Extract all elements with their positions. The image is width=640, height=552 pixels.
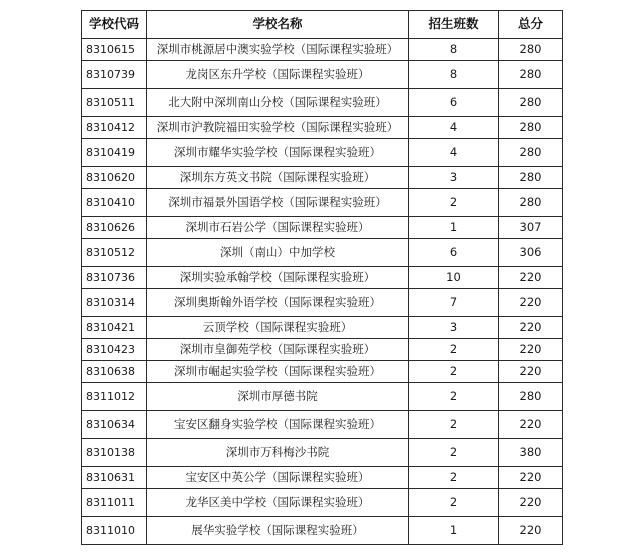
cell-total-score: 220 <box>499 289 563 317</box>
cell-total-score: 220 <box>499 317 563 339</box>
table-row <box>82 189 563 217</box>
table-row <box>82 61 563 89</box>
cell-class-count: 4 <box>409 117 499 139</box>
cell-school-name: 深圳市耀华实验学校（国际课程实验班） <box>147 139 409 167</box>
table-row <box>82 89 563 117</box>
cell-class-count: 2 <box>409 489 499 517</box>
cell-class-count: 1 <box>409 217 499 239</box>
table-header-row <box>82 11 563 39</box>
cell-school-name: 宝安区翻身实验学校（国际课程实验班） <box>147 411 409 439</box>
table-row <box>82 361 563 383</box>
school-table-container <box>81 10 562 540</box>
cell-class-count: 2 <box>409 339 499 361</box>
cell-class-count: 2 <box>409 361 499 383</box>
cell-school-name: 深圳市福景外国语学校（国际课程实验班） <box>147 189 409 217</box>
table-row <box>82 39 563 61</box>
cell-total-score: 220 <box>499 517 563 545</box>
cell-total-score: 280 <box>499 189 563 217</box>
cell-school-name: 展华实验学校（国际课程实验班） <box>147 517 409 545</box>
table-row <box>82 267 563 289</box>
cell-class-count: 2 <box>409 467 499 489</box>
cell-school-code: 8310615 <box>82 39 147 61</box>
cell-total-score: 280 <box>499 167 563 189</box>
cell-school-name: 深圳市桃源居中澳实验学校（国际课程实验班） <box>147 39 409 61</box>
cell-class-count: 4 <box>409 139 499 167</box>
table-row <box>82 117 563 139</box>
cell-class-count: 3 <box>409 167 499 189</box>
cell-total-score: 280 <box>499 383 563 411</box>
cell-school-name: 深圳市沪教院福田实验学校（国际课程实验班） <box>147 117 409 139</box>
cell-school-name: 深圳市石岩公学（国际课程实验班） <box>147 217 409 239</box>
header-class-count: 招生班数 <box>409 11 499 39</box>
cell-school-code: 8310421 <box>82 317 147 339</box>
cell-school-code: 8310419 <box>82 139 147 167</box>
cell-school-name: 北大附中深圳南山分校（国际课程实验班） <box>147 89 409 117</box>
cell-total-score: 220 <box>499 267 563 289</box>
table-row <box>82 383 563 411</box>
header-school-name: 学校名称 <box>147 11 409 39</box>
cell-total-score: 220 <box>499 489 563 517</box>
table-row <box>82 489 563 517</box>
cell-school-code: 8310410 <box>82 189 147 217</box>
cell-total-score: 280 <box>499 61 563 89</box>
cell-school-name: 龙岗区东升学校（国际课程实验班） <box>147 61 409 89</box>
school-table <box>81 10 563 545</box>
cell-school-name: 深圳市崛起实验学校（国际课程实验班） <box>147 361 409 383</box>
cell-total-score: 220 <box>499 339 563 361</box>
table-row <box>82 239 563 267</box>
cell-class-count: 8 <box>409 61 499 89</box>
cell-class-count: 7 <box>409 289 499 317</box>
cell-school-code: 8310412 <box>82 117 147 139</box>
cell-school-code: 8310620 <box>82 167 147 189</box>
table-row <box>82 439 563 467</box>
cell-total-score: 220 <box>499 467 563 489</box>
cell-total-score: 220 <box>499 361 563 383</box>
cell-class-count: 2 <box>409 411 499 439</box>
cell-school-name: 深圳（南山）中加学校 <box>147 239 409 267</box>
cell-class-count: 1 <box>409 517 499 545</box>
cell-school-code: 8310739 <box>82 61 147 89</box>
cell-total-score: 380 <box>499 439 563 467</box>
cell-school-code: 8310423 <box>82 339 147 361</box>
cell-total-score: 280 <box>499 117 563 139</box>
cell-school-code: 8310736 <box>82 267 147 289</box>
cell-school-code: 8310511 <box>82 89 147 117</box>
table-row <box>82 217 563 239</box>
cell-class-count: 10 <box>409 267 499 289</box>
cell-school-name: 深圳市厚德书院 <box>147 383 409 411</box>
cell-school-code: 8311011 <box>82 489 147 517</box>
table-row <box>82 317 563 339</box>
cell-class-count: 6 <box>409 89 499 117</box>
table-row <box>82 467 563 489</box>
table-row <box>82 139 563 167</box>
cell-total-score: 280 <box>499 89 563 117</box>
cell-school-code: 8310634 <box>82 411 147 439</box>
cell-class-count: 8 <box>409 39 499 61</box>
cell-school-code: 8310512 <box>82 239 147 267</box>
cell-school-code: 8310626 <box>82 217 147 239</box>
cell-class-count: 3 <box>409 317 499 339</box>
cell-school-name: 深圳东方英文书院（国际课程实验班） <box>147 167 409 189</box>
cell-school-code: 8310631 <box>82 467 147 489</box>
cell-school-name: 云顶学校（国际课程实验班） <box>147 317 409 339</box>
cell-school-code: 8310314 <box>82 289 147 317</box>
cell-class-count: 2 <box>409 189 499 217</box>
table-row <box>82 289 563 317</box>
table-row <box>82 167 563 189</box>
header-total-score: 总分 <box>499 11 563 39</box>
cell-school-code: 8310138 <box>82 439 147 467</box>
cell-class-count: 2 <box>409 439 499 467</box>
cell-total-score: 280 <box>499 139 563 167</box>
cell-school-name: 深圳市皇御苑学校（国际课程实验班） <box>147 339 409 361</box>
table-row <box>82 339 563 361</box>
cell-total-score: 307 <box>499 217 563 239</box>
cell-school-name: 深圳奥斯翰外语学校（国际课程实验班） <box>147 289 409 317</box>
cell-total-score: 306 <box>499 239 563 267</box>
cell-total-score: 220 <box>499 411 563 439</box>
cell-school-code: 8310638 <box>82 361 147 383</box>
cell-total-score: 280 <box>499 39 563 61</box>
table-row <box>82 517 563 545</box>
header-school-code: 学校代码 <box>82 11 147 39</box>
cell-school-name: 龙华区美中学校（国际课程实验班） <box>147 489 409 517</box>
cell-school-code: 8311010 <box>82 517 147 545</box>
cell-school-name: 宝安区中英公学（国际课程实验班） <box>147 467 409 489</box>
cell-class-count: 2 <box>409 383 499 411</box>
cell-school-name: 深圳市万科梅沙书院 <box>147 439 409 467</box>
cell-class-count: 6 <box>409 239 499 267</box>
table-row <box>82 411 563 439</box>
cell-school-name: 深圳实验承翰学校（国际课程实验班） <box>147 267 409 289</box>
cell-school-code: 8311012 <box>82 383 147 411</box>
